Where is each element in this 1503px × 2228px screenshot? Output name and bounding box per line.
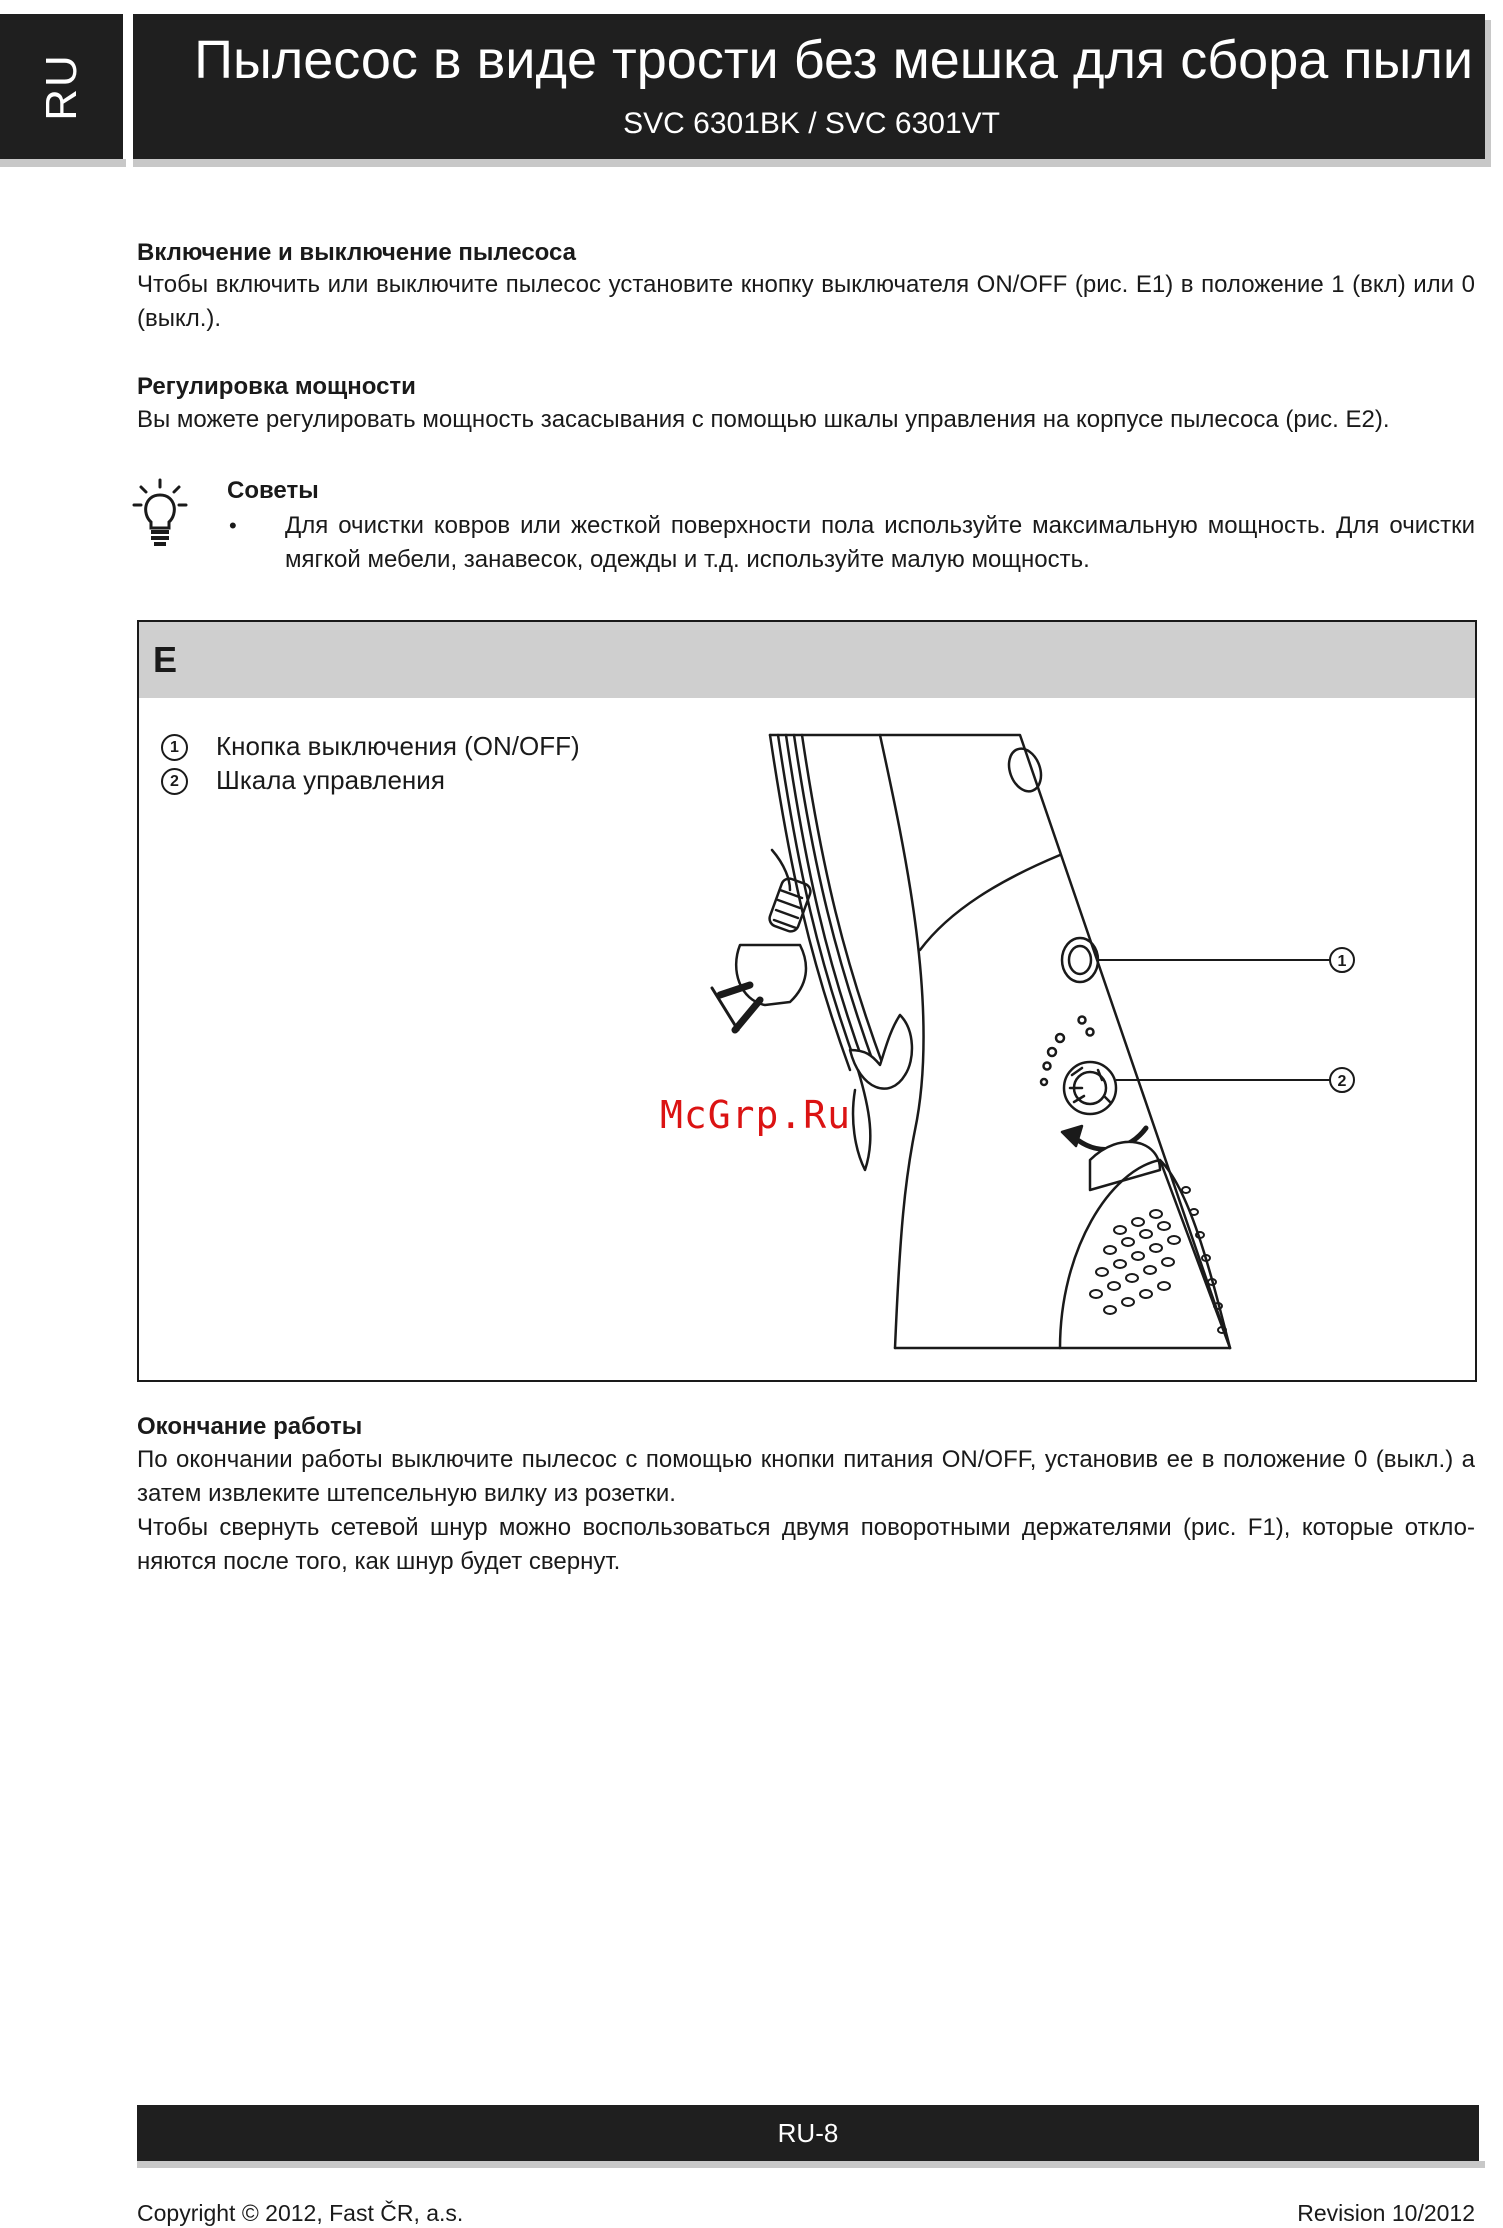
- language-tab-shadow: [0, 159, 126, 167]
- legend-label-on-off: Кнопка выключения (ON/OFF): [216, 731, 580, 761]
- power-text: Чтобы включить или выключите пылесос установите кнопку выключателя ON/OFF (рис. E1) в положение 1 (вкл) или 0 (выкл.).: [137, 271, 1475, 332]
- document-title: Пылесос в виде трости без мешка для сбора пыли: [194, 30, 1473, 90]
- finish-heading: Окончание работы: [137, 1413, 363, 1440]
- title-bar-shadow: [133, 159, 1491, 167]
- suction-text: Вы можете регулировать мощность засасывания с помощью шкалы управления на корпусе пылесоса (рис. E2).: [137, 406, 1390, 433]
- figure-letter: E: [153, 639, 178, 680]
- callout-1-label: 1: [1337, 953, 1347, 970]
- watermark: McGrp.Ru: [660, 1093, 852, 1137]
- page-number: RU-8: [777, 2118, 839, 2148]
- legend-label-dial: Шкала управления: [216, 765, 445, 795]
- tips-text: Для очистки ковров или жесткой поверхности пола используйте максимальную мощность. Для очистки мягкой мебели, занавесок, одежды и т.д. используйте малую мощность.: [285, 512, 1475, 573]
- title-bar-shadow-right: [1485, 20, 1491, 160]
- lightbulb-icon: [132, 478, 188, 548]
- legend-number: 2: [161, 768, 188, 795]
- finish-text-1: По окончании работы выключите пылесос с помощью кнопки питания ON/OFF, установив ее в положение 0 (выкл.) а затем извлеките штепсельную вилку из розетки.: [137, 1446, 1475, 1507]
- legend-number: 1: [161, 734, 188, 761]
- tips-bullet: •: [229, 513, 237, 538]
- power-heading: Включение и выключение пылесоса: [137, 239, 576, 266]
- copyright: Copyright © 2012, Fast ČR, a.s.: [137, 2200, 464, 2226]
- suction-heading: Регулировка мощности: [137, 373, 416, 400]
- footer-bar-shadow: [137, 2161, 1485, 2168]
- language-code: [0, 14, 123, 159]
- language-code-text: RU: [36, 52, 86, 121]
- callout-2-label: 2: [1337, 1073, 1347, 1090]
- figure-header: [139, 622, 1475, 698]
- vacuum-illustration: [690, 730, 1370, 1350]
- revision: Revision 10/2012: [1297, 2200, 1475, 2226]
- tips-heading: Советы: [227, 477, 319, 504]
- model-numbers: SVC 6301BK / SVC 6301VT: [623, 107, 1000, 140]
- finish-text-2: Чтобы свернуть сетевой шнур можно воспользоваться двумя поворотными держателями (рис. F1), которые отклоняются после того, как шнур будет свернут.: [137, 1514, 1475, 1575]
- on-off-button: [1062, 938, 1098, 982]
